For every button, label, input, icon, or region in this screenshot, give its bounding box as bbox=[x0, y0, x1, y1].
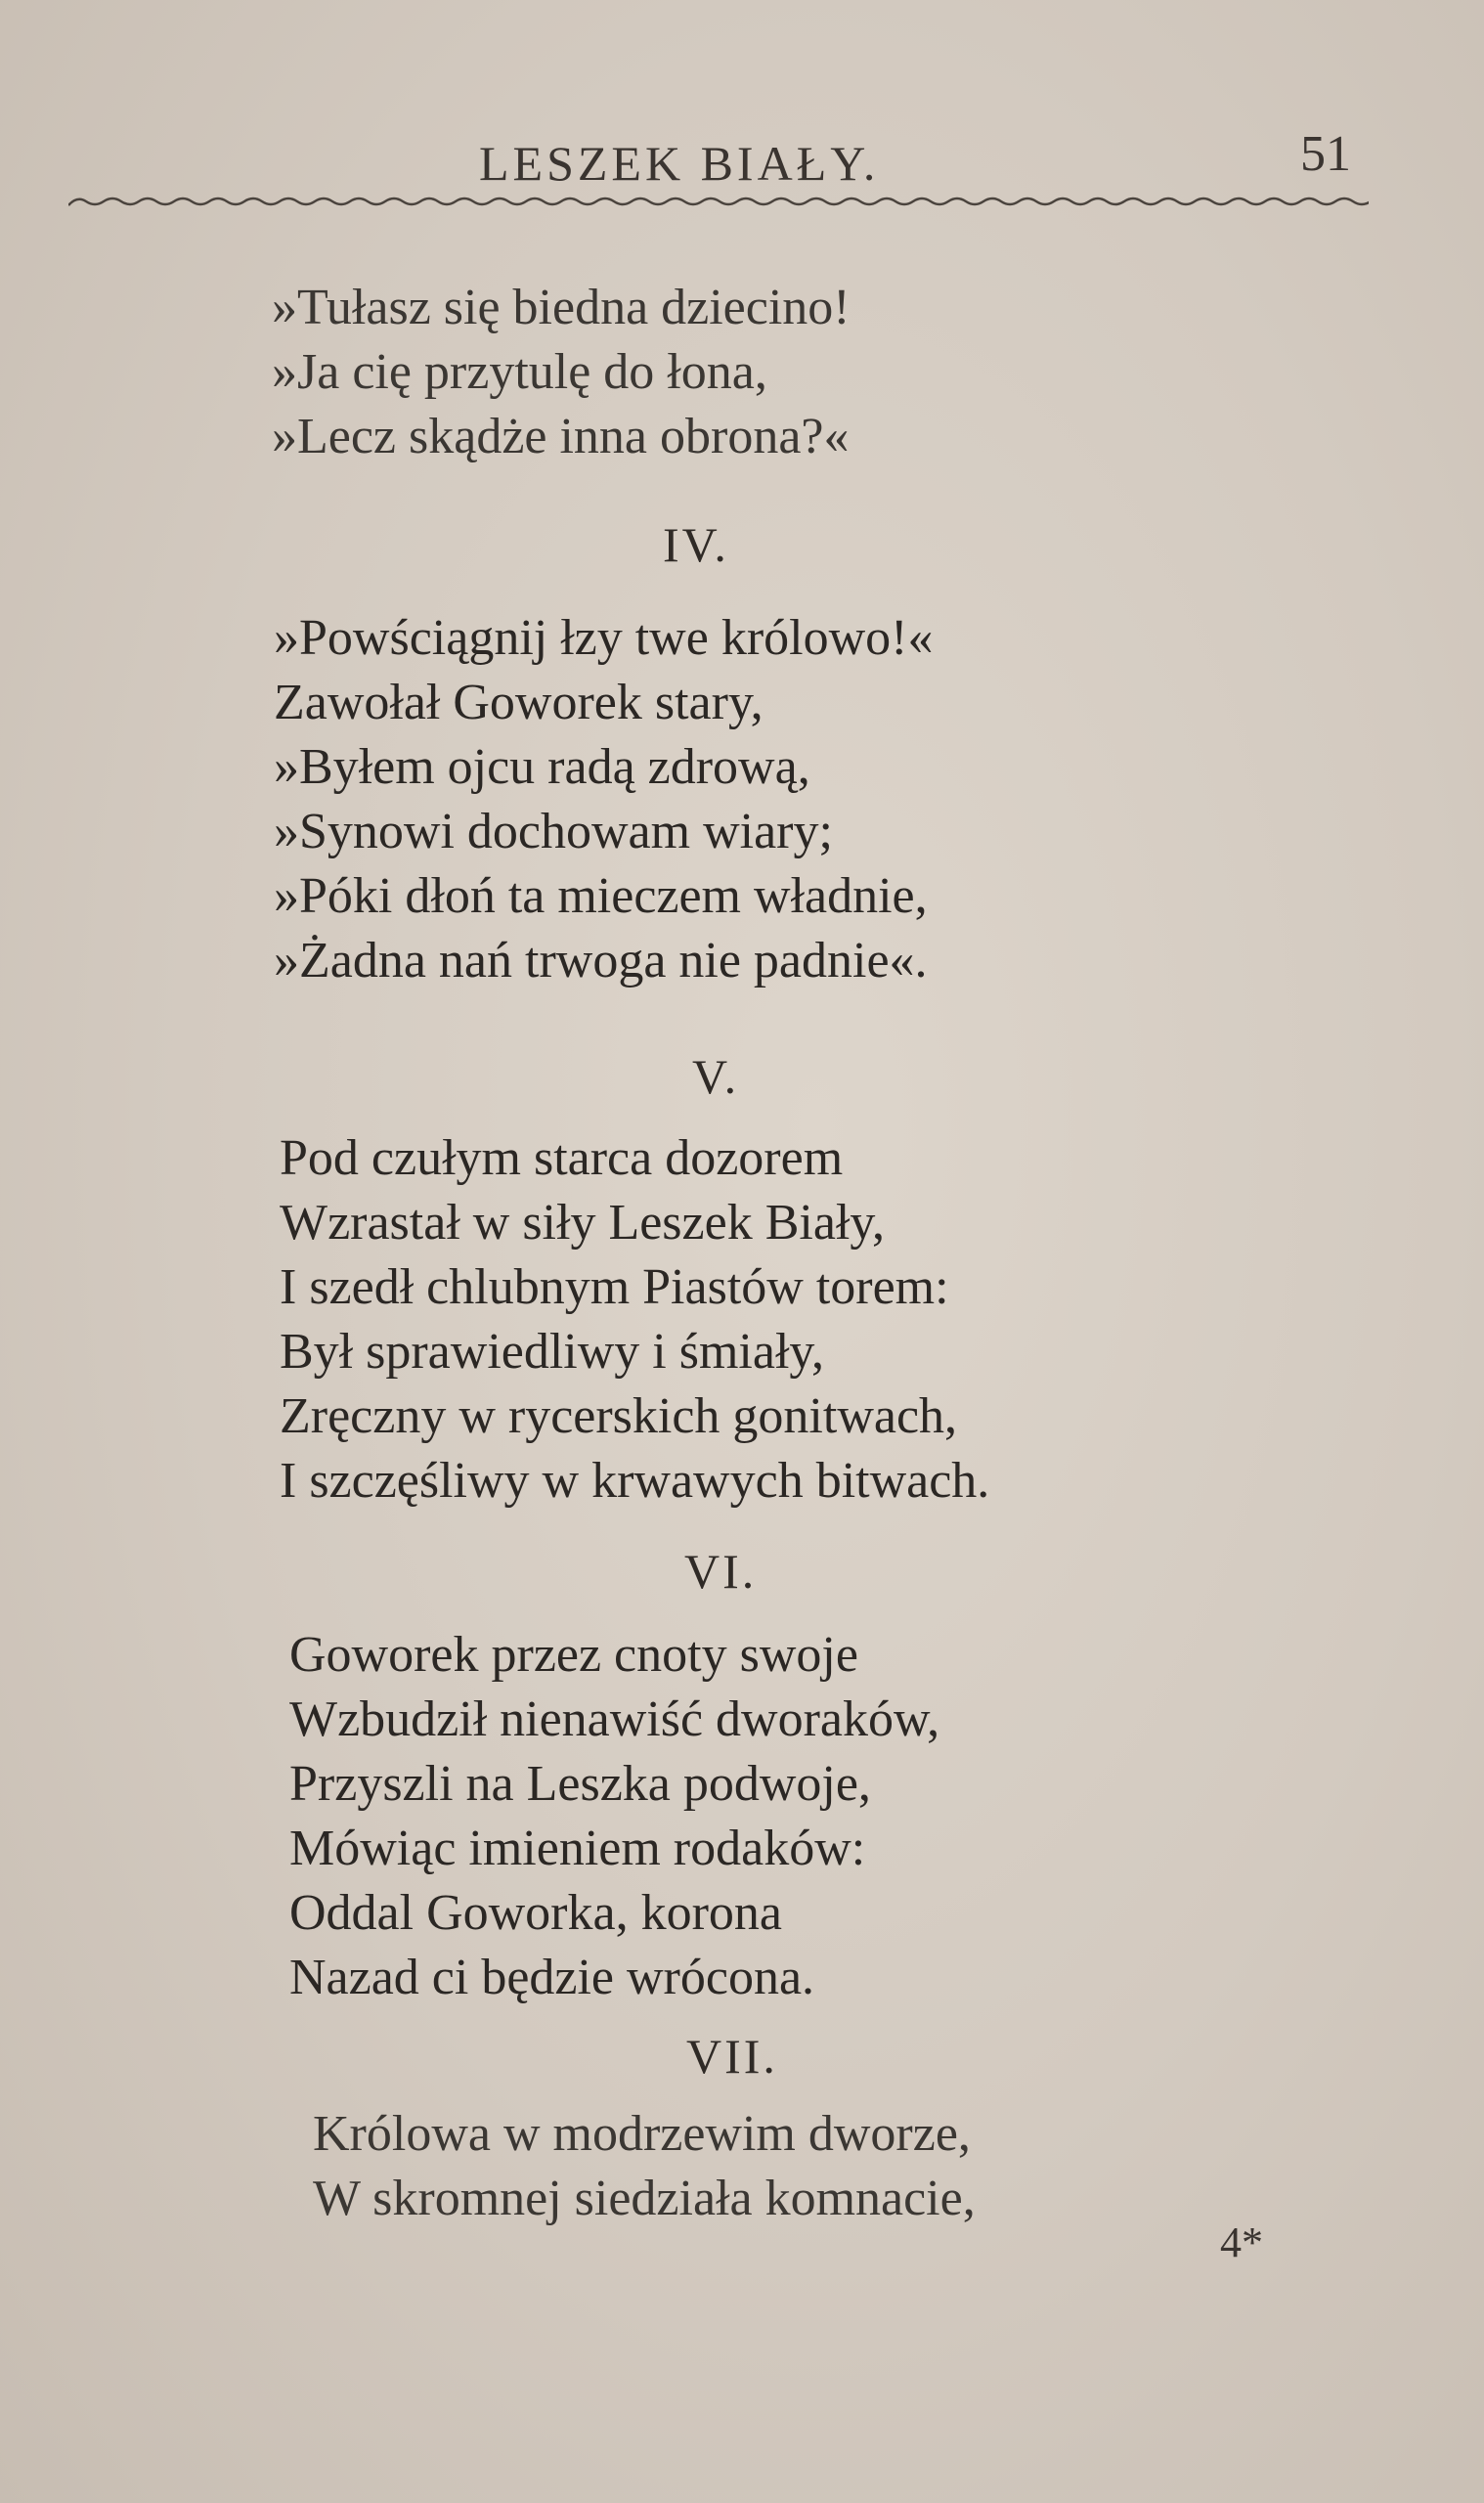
stanza-numeral-v: V. bbox=[692, 1049, 740, 1104]
verse-line: »Byłem ojcu radą zdrową, bbox=[274, 739, 810, 795]
verse-line: Mówiąc imieniem rodaków: bbox=[289, 1821, 866, 1876]
page-number: 51 bbox=[1300, 126, 1351, 182]
verse-line: Nazad ci będzie wrócona. bbox=[289, 1950, 815, 2005]
verse-line: Goworek przez cnoty swoje bbox=[289, 1627, 858, 1683]
stanza-vi bbox=[289, 1623, 939, 2010]
stanza-numeral-vii: VII. bbox=[686, 2029, 778, 2084]
verse-line: Przyszli na Leszka podwoje, bbox=[289, 1756, 871, 1812]
stanza-vii bbox=[313, 2102, 976, 2231]
verse-line: Oddal Goworka, korona bbox=[289, 1885, 782, 1941]
verse-line: Zręczny w rycerskich gonitwach, bbox=[280, 1388, 958, 1444]
stanza-iv bbox=[274, 606, 933, 993]
verse-line: »Powściągnij łzy twe królowo!« bbox=[274, 610, 934, 666]
running-title: LESZEK BIAŁY. bbox=[479, 136, 880, 191]
verse-line: Wzrastał w siły Leszek Biały, bbox=[280, 1195, 885, 1251]
wavy-rule-ornament bbox=[68, 182, 1369, 221]
verse-line: »Ja cię przytulę do łona, bbox=[272, 344, 767, 400]
verse-line: »Lecz skądże inna obrona?« bbox=[272, 409, 850, 464]
verse-line: Był sprawiedliwy i śmiały, bbox=[280, 1324, 825, 1380]
verse-line: Zawołał Goworek stary, bbox=[274, 675, 764, 730]
stanza-numeral-iv: IV. bbox=[663, 517, 729, 572]
verse-line: »Żadna nań trwoga nie padnie«. bbox=[274, 933, 928, 988]
stanza-iii-continuation bbox=[272, 276, 851, 469]
verse-line: I szedł chlubnym Piastów torem: bbox=[280, 1259, 949, 1315]
verse-line: »Póki dłoń ta mieczem władnie, bbox=[274, 868, 928, 924]
stanza-numeral-vi: VI. bbox=[684, 1544, 758, 1599]
signature-mark: 4* bbox=[1220, 2218, 1263, 2266]
verse-line: I szczęśliwy w krwawych bitwach. bbox=[280, 1453, 990, 1509]
verse-line: W skromnej siedziała komnacie, bbox=[313, 2171, 976, 2226]
verse-line: »Tułasz się biedna dziecino! bbox=[272, 280, 851, 335]
verse-line: Wzbudził nienawiść dworaków, bbox=[289, 1691, 940, 1747]
verse-line: »Synowi dochowam wiary; bbox=[274, 804, 833, 859]
verse-line: Królowa w modrzewim dworze, bbox=[313, 2106, 971, 2162]
verse-line: Pod czułym starca dozorem bbox=[280, 1130, 844, 1186]
stanza-v bbox=[280, 1126, 989, 1514]
